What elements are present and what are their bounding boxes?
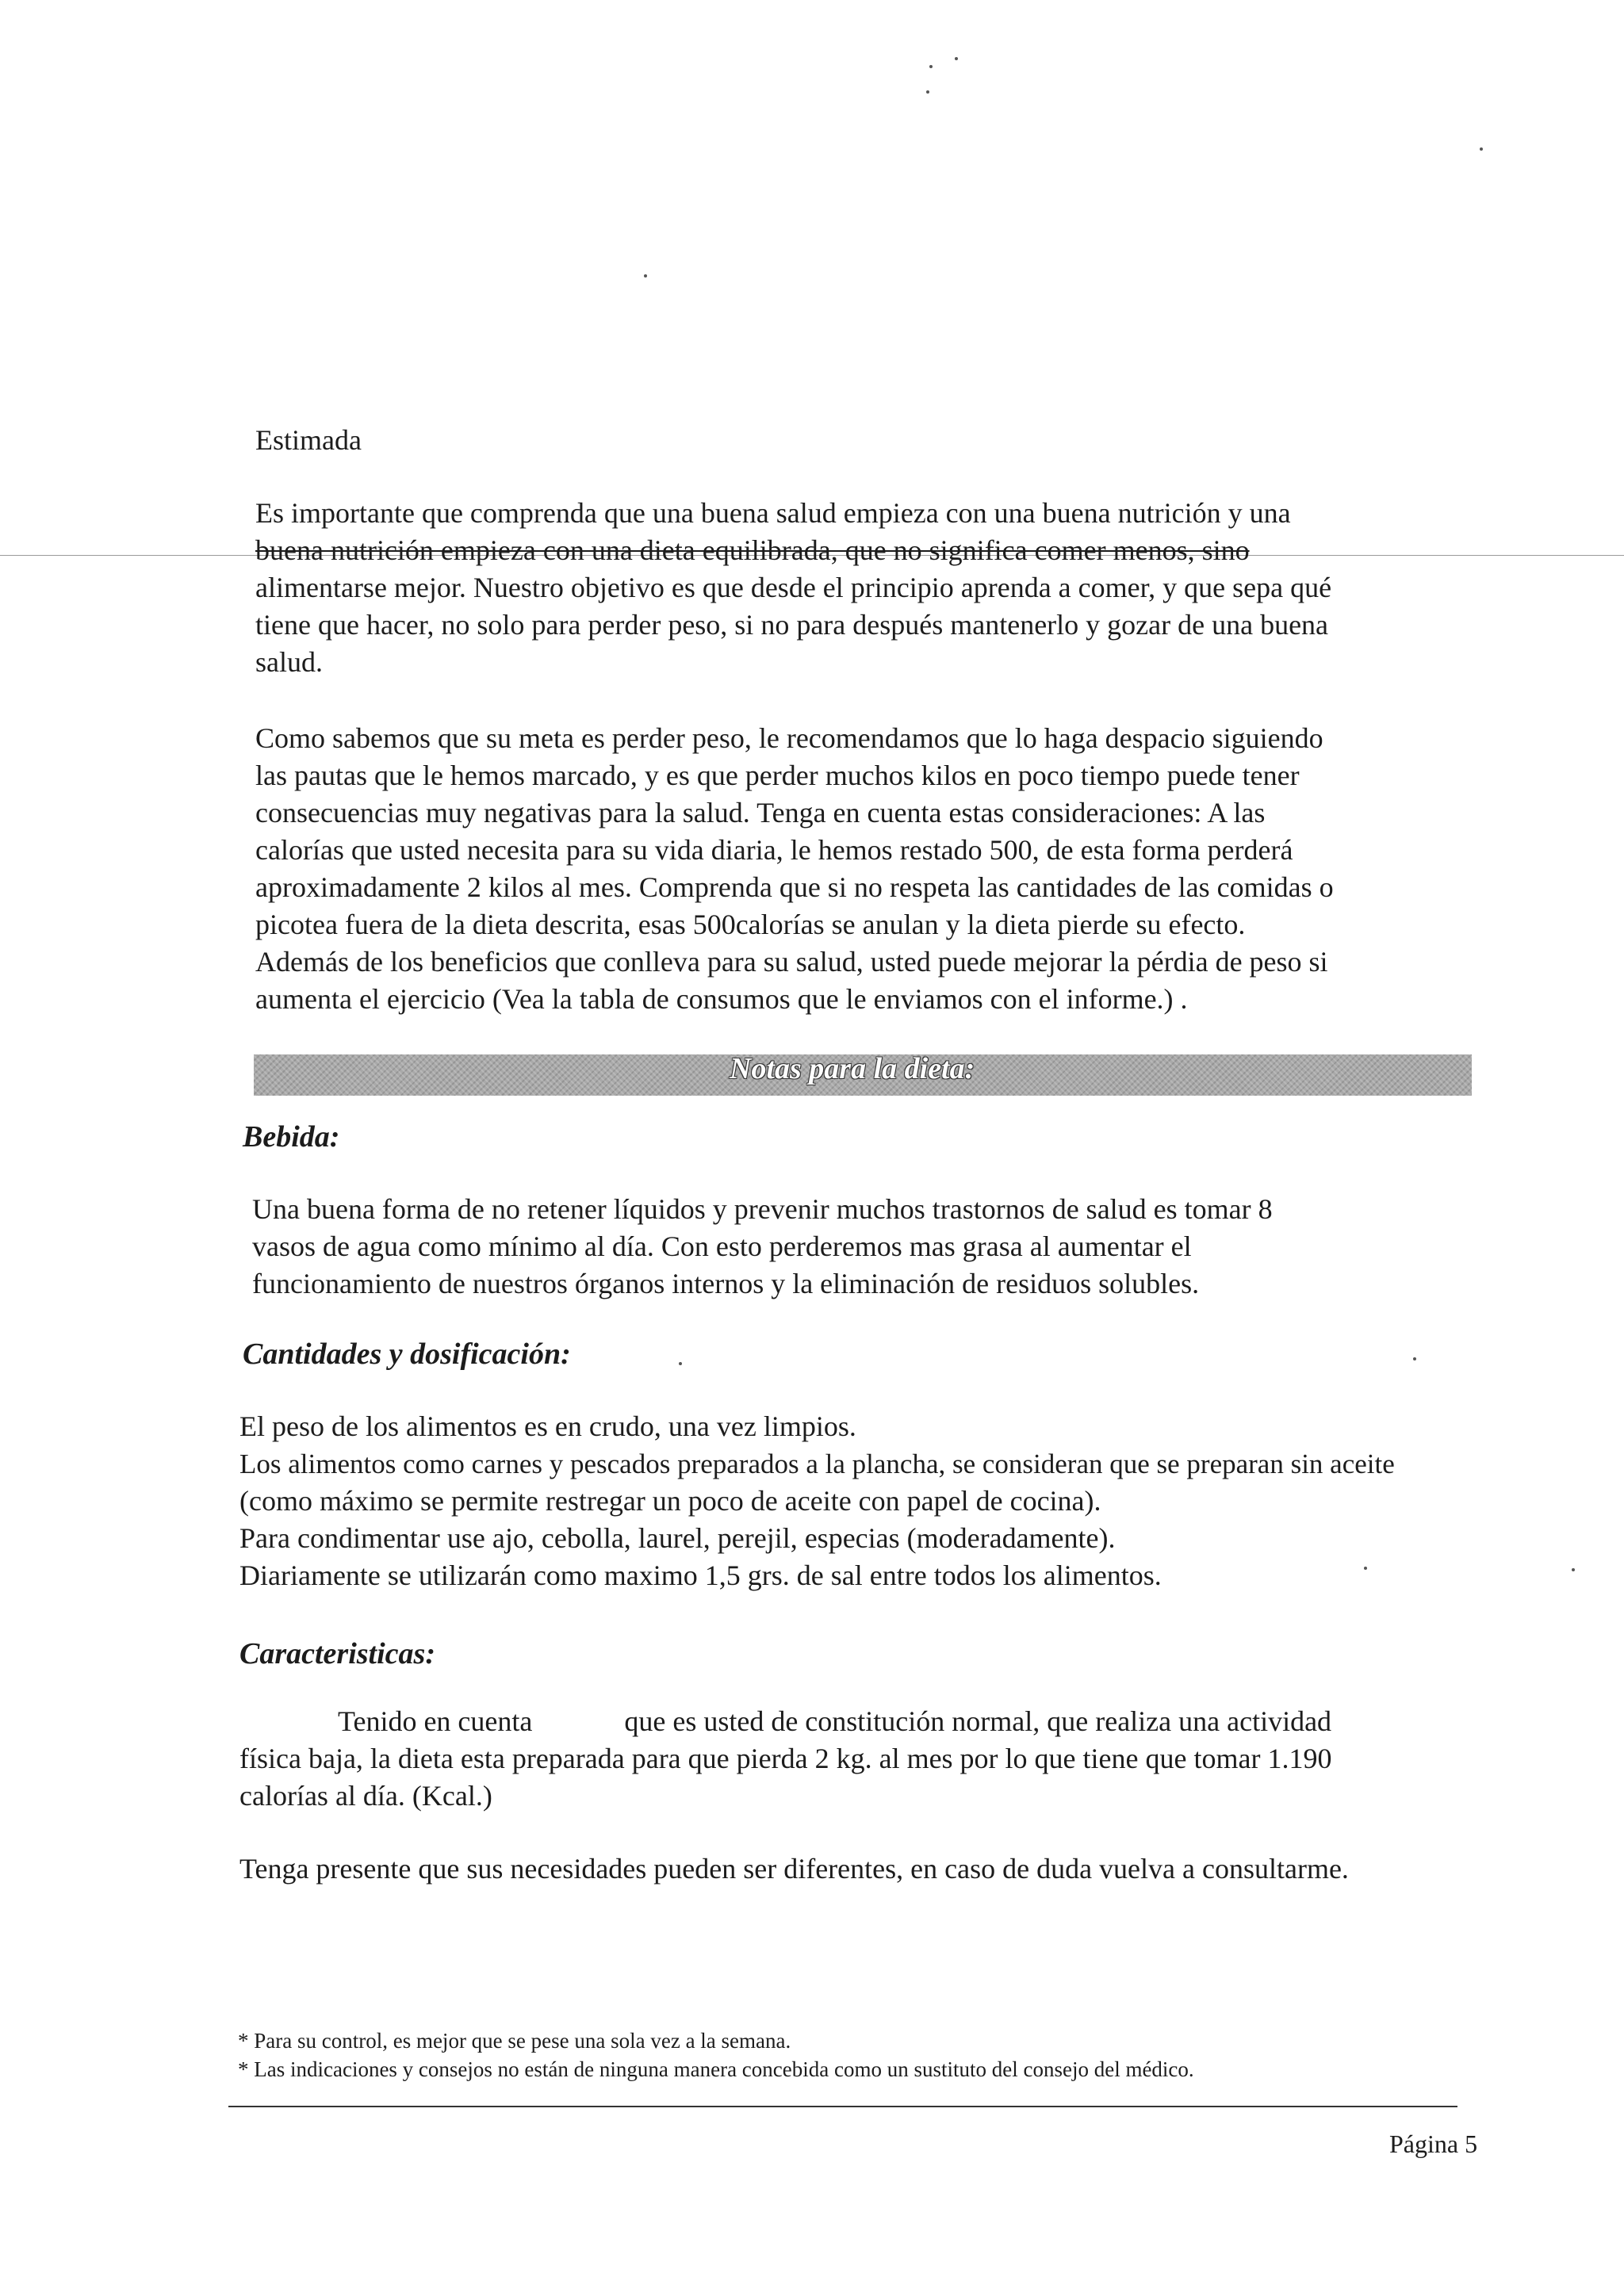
- paragraph-line: las pautas que le hemos marcado, y es que perder muchos kilos en poco tiempo puede tener: [255, 760, 1300, 791]
- page-number: Página 5: [1389, 2130, 1478, 2158]
- paragraph-line: física baja, la dieta esta preparada para que pierda 2 kg. al mes por lo que tiene que tomar 1.190: [239, 1743, 1332, 1774]
- paragraph-line: calorías al día. (Kcal.): [239, 1780, 492, 1812]
- paragraph-line-struck: buena nutrición empieza con una dieta equilibrada, que no significa comer menos, sino: [255, 534, 1250, 566]
- caracteristicas-intro: Tenido en cuenta: [338, 1705, 533, 1737]
- paragraph-line: alimentarse mejor. Nuestro objetivo es que desde el principio aprenda a comer, y que sepa qué: [255, 572, 1332, 603]
- closing-note: [239, 1850, 1349, 1888]
- closing-text: Tenga presente que sus necesidades pueden ser diferentes, en caso de duda vuelva a consultarme.: [239, 1853, 1349, 1885]
- footnote-weighing: * Para su control, es mejor que se pese una sola vez a la semana.: [238, 2029, 791, 2053]
- goal-paragraph: [255, 720, 1334, 1018]
- scan-speck: [679, 1362, 682, 1365]
- scan-speck: [1413, 1357, 1416, 1360]
- paragraph-line: Una buena forma de no retener líquidos y prevenir muchos trastornos de salud es tomar 8: [252, 1193, 1273, 1225]
- paragraph-line: [239, 1703, 1331, 1740]
- salutation-text: Estimada: [255, 424, 362, 456]
- paragraph-line: tiene que hacer, no solo para perder peso, si no para después mantenerlo y gozar de una buena: [255, 609, 1329, 641]
- cantidades-paragraph: [239, 1408, 1395, 1594]
- paragraph-line: Para condimentar use ajo, cebolla, laurel, perejil, especias (moderadamente).: [239, 1522, 1116, 1554]
- section-heading-bebida: Bebida:: [243, 1120, 340, 1154]
- section-heading-cantidades: Cantidades y dosificación:: [243, 1337, 571, 1371]
- paragraph-line: salud.: [255, 646, 323, 678]
- paragraph-line: Es importante que comprenda que una buena salud empieza con una buena nutrición y una: [255, 497, 1291, 529]
- footnote-disclaimer: * Las indicaciones y consejos no están de ninguna manera concebida como un sustituto del consejo del médico.: [238, 2057, 1194, 2081]
- paragraph-line: vasos de agua como mínimo al día. Con esto perderemos mas grasa al aumentar el: [252, 1230, 1192, 1262]
- scan-speck: [1480, 147, 1483, 151]
- paragraph-line: Como sabemos que su meta es perder peso, le recomendamos que lo haga despacio siguiendo: [255, 722, 1323, 754]
- caracteristicas-continuation: que es usted de constitución normal, que realiza una actividad: [624, 1705, 1332, 1737]
- bebida-paragraph: [252, 1191, 1273, 1303]
- paragraph-line: picotea fuera de la dieta descrita, esas 500calorías se anulan y la dieta pierde su efecto.: [255, 909, 1246, 940]
- section-heading-caracteristicas: Caracteristicas:: [239, 1637, 435, 1670]
- caracteristicas-paragraph: [239, 1703, 1331, 1815]
- paragraph-line: Además de los beneficios que conlleva para su salud, usted puede mejorar la pérdia de peso si: [255, 946, 1328, 978]
- scan-speck: [926, 90, 929, 94]
- paragraph-line: aumenta el ejercicio (Vea la tabla de consumos que le enviamos con el informe.) .: [255, 983, 1188, 1015]
- paragraph-line: consecuencias muy negativas para la salud. Tenga en cuenta estas consideraciones: A las: [255, 797, 1266, 828]
- paragraph-line: calorías que usted necesita para su vida diaria, le hemos restado 500, de esta forma perderá: [255, 834, 1293, 866]
- scan-speck: [644, 274, 647, 277]
- paragraph-line: aproximadamente 2 kilos al mes. Comprenda que si no respeta las cantidades de las comidas o: [255, 871, 1334, 903]
- paragraph-line: Los alimentos como carnes y pescados preparados a la plancha, se consideran que se preparan sin aceite: [239, 1448, 1395, 1479]
- paragraph-line: El peso de los alimentos es en crudo, una vez limpios.: [239, 1410, 856, 1442]
- intro-paragraph: [255, 495, 1331, 681]
- footer-divider: [228, 2106, 1457, 2107]
- scan-speck: [1572, 1568, 1575, 1571]
- scan-speck: [955, 57, 958, 60]
- paragraph-line: Diariamente se utilizarán como maximo 1,5 grs. de sal entre todos los alimentos.: [239, 1559, 1162, 1591]
- notes-banner-title: Notas para la dieta:: [730, 1052, 975, 1085]
- salutation: [255, 422, 362, 459]
- paragraph-line: (como máximo se permite restregar un poco de aceite con papel de cocina).: [239, 1485, 1101, 1517]
- scan-speck: [929, 65, 933, 68]
- paragraph-line: funcionamiento de nuestros órganos internos y la eliminación de residuos solubles.: [252, 1268, 1200, 1299]
